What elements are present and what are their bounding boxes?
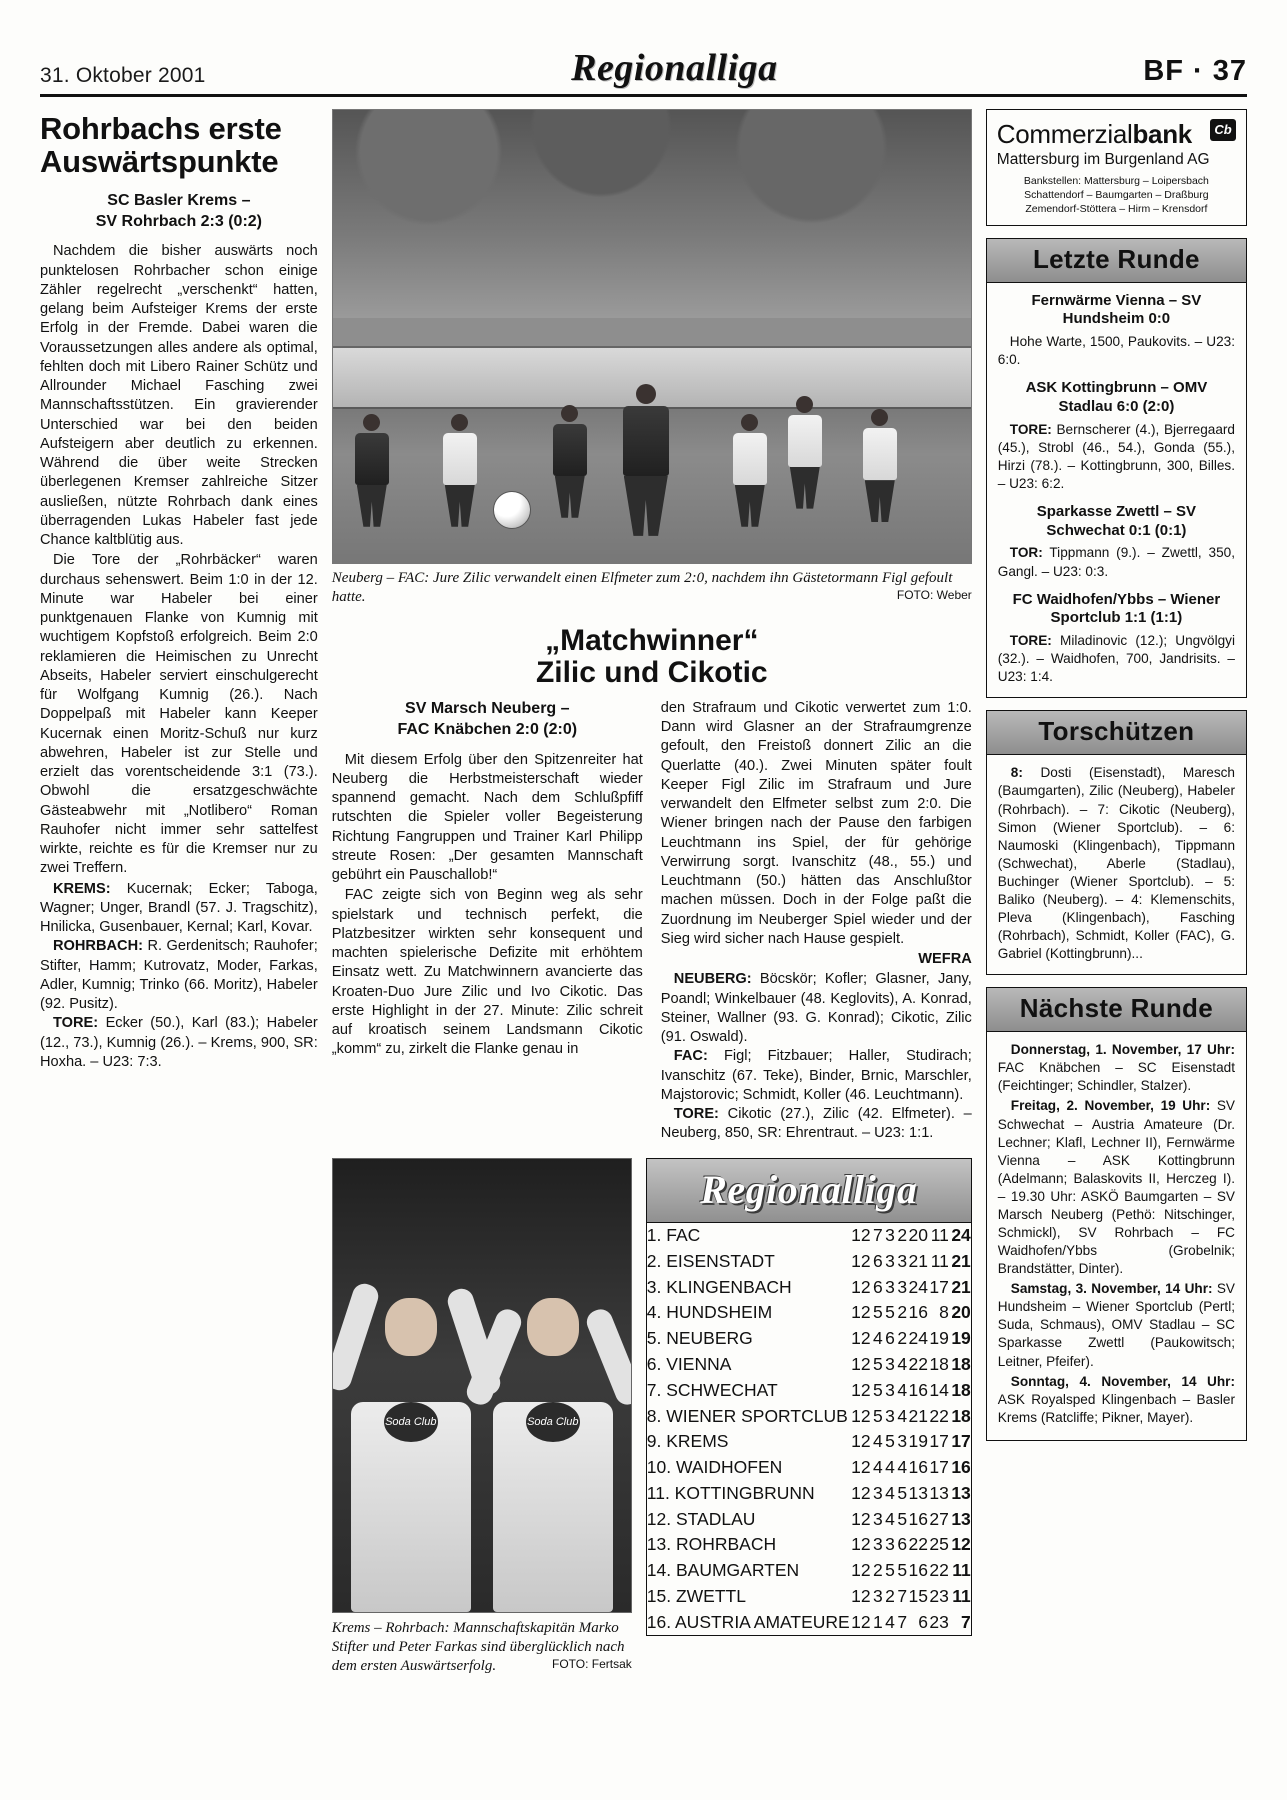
standings-wins: 2 [873, 1560, 883, 1581]
table-row [647, 1506, 971, 1532]
standings-points: 7 [961, 1611, 971, 1632]
standings-losses: 5 [897, 1508, 908, 1529]
lineup-rohrbach-players: R. Gerdenitsch; Rauhofer; Stifter, Hamm; Kutrovatz, Moder, Farkas, Adler, Kumnig; Trinko (66. Moritz), Habeler (92. Pusitz). [40, 938, 318, 1013]
article-mid-paragraph: den Strafraum und Cikotic verwertet zum 1:0. Dann wird Glasner an der Strafraumgrenze gefoult, den Freistoß donnert Zilic an die Querlatte (40.). Zwei Minuten später foult Keeper Figl Zilic im Strafraum und Jure verwandelt den Elfmeter selbst zum 2:0. Die Wiener bringen nach der Pause den farbigen Leuchtmann ins Spiel, der für gehörige Verwirrung sorgt. Ivanschitz (48., 55.) und Leuchtmann (50.) hätten das Anschlußtor machen müssen. Doch in der Folge paßt die Zuordnung im Neuberger Spiel wieder und der Sieg wird sicher nach Hause gespielt. [660, 699, 972, 947]
standings-draws: 5 [885, 1560, 895, 1581]
standings-goals-for: 16 [908, 1302, 928, 1323]
lineup-krems-players: Kucernak; Ecker; Taboga, Wagner; Unger, Brandl (57. J. Tragschitz), Hnilicka, Gusenbauer, Kernal; Karl, Kovar. [40, 880, 318, 936]
standings-points: 20 [951, 1302, 971, 1323]
standings-draws: 3 [885, 1405, 895, 1426]
standings-points: 13 [951, 1508, 971, 1529]
article-mid-col-1 [332, 699, 643, 1144]
standings-goals-for: 20 [908, 1225, 928, 1246]
bottom-photo-caption [332, 1619, 632, 1676]
standings-points: 16 [951, 1457, 971, 1478]
match-result-title: Fernwärme Vienna – SV Hundsheim 0:0 [1031, 291, 1202, 328]
standings-goals-against: 25 [929, 1534, 949, 1555]
player-figure [863, 409, 897, 522]
standings-goals-for: 22 [908, 1534, 928, 1555]
article-mid-headline [332, 625, 972, 689]
standings-draws: 5 [885, 1431, 895, 1452]
page-number: BF · 37 [1143, 55, 1247, 87]
table-row [647, 1274, 971, 1300]
standings-losses: 4 [897, 1457, 908, 1478]
lineup-fac [661, 1047, 972, 1105]
table-row [647, 1584, 971, 1610]
standings-goals-against: 22 [929, 1405, 949, 1426]
standings-points: 18 [951, 1379, 971, 1400]
bank-logo-icon: Cb [1210, 119, 1236, 141]
last-round-box [986, 238, 1247, 699]
match-goals-label: TOR: [1009, 545, 1043, 561]
photo-background [333, 110, 971, 318]
standings-goals-against: 22 [929, 1560, 949, 1581]
standings-team: 10. WAIDHOFEN [646, 1457, 783, 1478]
last-round-results [987, 283, 1246, 698]
bank-name: Commerzialbank [996, 119, 1192, 149]
headline-line-2: Zilic und Cikotic [535, 655, 768, 689]
article-left-subhead [40, 191, 318, 233]
match-result-title: ASK Kottingbrunn – OMV Stadlau 6:0 (2:0) [1025, 379, 1208, 415]
standings-team: 3. KLINGENBACH [646, 1276, 792, 1297]
standings-goals-against: 18 [929, 1354, 949, 1375]
standings-goals-for: 22 [908, 1354, 928, 1375]
standings-draws: 4 [885, 1457, 895, 1478]
standings-games: 12 [851, 1457, 871, 1478]
standings-goals-for: 21 [908, 1405, 928, 1426]
standings-goals-for: 16 [908, 1508, 928, 1529]
standings-team: 11. KOTTINGBRUNN [646, 1482, 815, 1503]
table-row [647, 1300, 971, 1326]
article-mid-paragraph: FAC zeigte sich von Beginn weg als sehr spielstark und technisch perfekt, die Platzbesitzer wirkten sehr konsequent und machten spielerische Defizite mit erhöhtem Einsatz wett. Zu Matchwinnern avancierte das Kroaten-Duo Jure Zilic und Ivo Cikotic. Das erste Highlight in der 27. Minute: Zilic schreit auf kroatisch seinem Landsmann Cikotic „komm“ zu, zirkelt die Flanke genau in [331, 887, 643, 1058]
bank-branches: Bankstellen: Mattersburg – Loipersbach Schattendorf – Baumgarten – Draßburg Zemendorf-Stöttera – Hirm – Krensdorf [1023, 175, 1209, 216]
fixture-day-label: Donnerstag, 1. November, 17 Uhr: [1010, 1042, 1235, 1058]
top-photo-caption [332, 569, 972, 607]
standings-losses: 4 [897, 1405, 908, 1426]
top-scorers-body [987, 755, 1246, 974]
standings-games: 12 [851, 1534, 871, 1555]
standings-points: 11 [952, 1560, 971, 1581]
standings-draws: 4 [885, 1482, 895, 1503]
left-column [40, 109, 318, 1769]
standings-points: 17 [951, 1431, 971, 1452]
standings-games: 12 [851, 1379, 871, 1400]
goals-mid-label: TORE: [673, 1106, 719, 1123]
player-figure [351, 1298, 471, 1612]
table-row [647, 1403, 971, 1429]
match-result-detail: TORE: Bernscherer (4.), Bjerregaard (45.), Strobl (46., 54.), Gonda (55.), Hirzi (78.). – Kottingbrunn, 300, Billes. – U23: 6:2. [997, 421, 1235, 491]
subhead-line-2: SV Rohrbach 2:3 (0:2) [95, 212, 263, 230]
right-column [986, 109, 1247, 1769]
goals-left-text: Ecker (50.), Karl (83.); Habeler (12., 73.), Kumnig (26.). – Krems, 900, SR: Hoxha. – U23: 7:3. [40, 1015, 318, 1070]
table-row [647, 1352, 971, 1378]
standings-goals-against: 14 [929, 1379, 949, 1400]
standings-games: 12 [851, 1250, 871, 1271]
standings-goals-against: 17 [929, 1276, 949, 1297]
table-row [647, 1223, 971, 1249]
standings-points: 11 [952, 1586, 971, 1607]
standings-wins: 3 [873, 1508, 883, 1529]
player-figure [443, 414, 477, 527]
standings-goals-for: 15 [908, 1586, 928, 1607]
standings-losses: 5 [897, 1560, 908, 1581]
goals-mid [661, 1105, 972, 1144]
subhead-line-2: FAC Knäbchen 2:0 (2:0) [397, 720, 578, 738]
lineup-rohrbach-label: ROHRBACH: [53, 938, 143, 955]
standings-games: 12 [851, 1611, 871, 1632]
table-row [647, 1455, 971, 1481]
standings-points: 21 [951, 1250, 971, 1271]
standings-losses: 6 [897, 1534, 908, 1555]
standings-draws: 6 [885, 1328, 895, 1349]
standings-wins: 3 [873, 1482, 883, 1503]
bottom-photo-credit: FOTO: Fertsak [551, 1656, 632, 1671]
standings-goals-against: 27 [929, 1508, 949, 1529]
player-figure [733, 414, 767, 527]
last-round-title: Letzte Runde [987, 239, 1246, 283]
standings-losses: 5 [897, 1482, 908, 1503]
standings-draws: 4 [885, 1508, 895, 1529]
standings-team: 9. KREMS [646, 1431, 729, 1452]
next-round-box [986, 987, 1247, 1441]
celebration-photo [332, 1158, 632, 1613]
lineup-krems [40, 880, 318, 938]
standings-points: 24 [951, 1225, 971, 1246]
next-round-fixtures [987, 1032, 1246, 1440]
lineup-neuberg-label: NEUBERG: [673, 971, 752, 988]
article-left-paragraph: Die Tore der „Rohrbäcker“ waren durchaus sehenswert. Beim 1:0 in der 12. Minute war Habeler bei einer punktgenauen Flanke von Kumnig mit wuchtigem Kopfstoß erfolgreich. Beim 2:0 reklamieren die Heimischen zu Unrecht Abseits, Habeler serviert einschulgerecht für Wolfgang Kumnig (26.). Nach Doppelpaß mit Habeler kann Keeper Kucernak einen Moritz-Schuß nur kurz abwehren, Habeler ist zur Stelle und erzielt das vorentscheidende 3:1 (73.). Obwohl die ersatzgeschwächte Gästeabwehr mit „Notlibero“ Roman Rauhofer nicht immer sehr sattelfest wirkte, reichte es für die Kremser nur zu zwei Treffern. [40, 552, 318, 877]
standings-wins: 6 [873, 1250, 883, 1271]
standings-points: 19 [951, 1328, 971, 1349]
standings-team: 16. AUSTRIA AMATEURE [646, 1611, 850, 1632]
standings-goals-against: 17 [929, 1457, 949, 1478]
standings-draws: 3 [885, 1250, 895, 1271]
table-row [647, 1429, 971, 1455]
bank-subtitle: Mattersburg im Burgenland AG [996, 151, 1210, 168]
standings-games: 12 [851, 1560, 871, 1581]
standings-draws: 5 [885, 1302, 895, 1323]
standings-block [646, 1158, 972, 1676]
standings-games: 12 [851, 1354, 871, 1375]
standings-draws: 4 [885, 1611, 895, 1632]
standings-goals-against: 11 [930, 1225, 949, 1246]
standings-games: 12 [851, 1225, 871, 1246]
standings-goals-against: 8 [939, 1302, 949, 1323]
goals-mid-text: Cikotic (27.), Zilic (42. Elfmeter). – Neuberg, 850, SR: Ehrentraut. – U23: 1:1. [660, 1106, 972, 1142]
top-scorers-count: 8: [1010, 765, 1023, 781]
standings-goals-for: 21 [908, 1250, 928, 1271]
article-mid-paragraph: Mit diesem Erfolg über den Spitzenreiter hat Neuberg die Herbstmeisterschaft wieder spannend gemacht. Nach dem Schlußpfiff rutschten die Spieler voller Begeisterung Richtung Fangruppen und Trainer Karl Philipp streute Rosen: „Der gesamten Mannschaft gebührt ein Pauschallob!“ [331, 751, 643, 884]
player-figure [553, 405, 587, 518]
top-scorers-text [998, 764, 1235, 963]
standings-games: 12 [851, 1431, 871, 1452]
standings-points: 12 [951, 1534, 971, 1555]
standings-wins: 5 [873, 1354, 883, 1375]
player-figure [355, 414, 389, 527]
match-result-detail: Hohe Warte, 1500, Paukovits. – U23: 6:0. [997, 334, 1235, 368]
standings-goals-for: 19 [908, 1431, 928, 1452]
top-scorers-box [986, 710, 1247, 975]
fixture-day-label: Freitag, 2. November, 19 Uhr: [1010, 1098, 1211, 1114]
standings-games: 12 [851, 1302, 871, 1323]
fixture-entry: Samstag, 3. November, 14 Uhr: SV Hundsheim – Wiener Sportclub (Pertl; Suda, Schmaus), OMV Stadlau – SC Sparkasse Zwettl (Paukowitsch; Leitner, Pfeifer). [997, 1281, 1235, 1369]
fixture-entry: Freitag, 2. November, 19 Uhr: SV Schwechat – Austria Amateure (Dr. Lechner; Klafl, Lechner II), Fernwärme Vienna – ASK Kottingbrunn (Adelmann; Balaskovits II, Herczeg I). – 19.30 Uhr: ASKÖ Baumgarten – SV Marsch Neuberg (Pethö: Nitschinger, Schmickl), SV Rohrbach – FC Waidhofen/Ybbs (Grobelnik; Brandstätter, Dinter). [997, 1098, 1235, 1277]
standings-goals-for: 24 [908, 1276, 928, 1297]
article-left-headline: Rohrbachs erste Auswärtspunkte [40, 111, 282, 179]
standings-team: 15. ZWETTL [646, 1586, 746, 1607]
top-photo-credit: FOTO: Weber [896, 587, 972, 602]
standings-team: 1. FAC [646, 1225, 701, 1246]
section-logo: Regionalliga [571, 47, 778, 89]
standings-wins: 4 [873, 1457, 883, 1478]
standings-goals-for: 13 [908, 1482, 928, 1503]
fixture-day-label: Sonntag, 4. November, 14 Uhr: [1010, 1373, 1235, 1389]
bottom-photo-caption-text: Krems – Rohrbach: Mannschaftskapitän Marko Stifter und Peter Farkas sind überglücklich nach dem ersten Auswärtserfolg. [331, 1619, 625, 1674]
article-mid-author: WEFRA [918, 951, 972, 968]
standings-team: 14. BAUMGARTEN [646, 1560, 800, 1581]
standings-wins: 4 [873, 1431, 883, 1452]
page-header [40, 46, 1247, 97]
top-match-photo [332, 109, 972, 564]
table-row [647, 1609, 971, 1635]
top-scorers-list: Dosti (Eisenstadt), Maresch (Baumgarten), Zilic (Neuberg), Habeler (Rohrbach). – 7: Cikotic (Neuberg), Simon (Wiener Sportclub). – 6: Naumoski (Klingenbach), Tippmann (Schwechat), Aberle (Stadlau), Buchinger (Wiener Sportclub). – 5: Baliko (Neuberg). – 4: Klemenschits, Pleva (Klingenbach), Fasching (Rohrbach), Schmidt, Koller (FAC), G. Gabriel (Kottingbrunn)... [997, 765, 1235, 962]
fixture-entry: Sonntag, 4. November, 14 Uhr: ASK Royalsped Klingenbach – Basler Krems (Ratcliffe; Pikner, Mayer). [997, 1373, 1235, 1425]
standings-goals-for: 16 [908, 1560, 928, 1581]
standings-draws: 3 [885, 1379, 895, 1400]
standings-points: 18 [951, 1405, 971, 1426]
top-scorers-title: Torschützen [987, 711, 1246, 755]
standings-losses: 3 [897, 1250, 908, 1271]
standings-wins: 3 [873, 1586, 883, 1607]
standings-wins: 5 [873, 1302, 883, 1323]
standings-losses: 2 [897, 1225, 908, 1246]
match-result-detail: TOR: Tippmann (9.). – Zwettl, 350, Gangl. – U23: 0:3. [997, 545, 1235, 579]
football [493, 491, 531, 529]
standings-games: 12 [851, 1405, 871, 1426]
standings-draws: 3 [885, 1225, 895, 1246]
standings-goals-against: 17 [929, 1431, 949, 1452]
standings-wins: 1 [873, 1611, 883, 1632]
standings-goals-for: 16 [908, 1379, 928, 1400]
subhead-line-1: SC Basler Krems – [107, 191, 251, 209]
table-row [647, 1249, 971, 1275]
standings-games: 12 [851, 1482, 871, 1503]
fixture-entry: Donnerstag, 1. November, 17 Uhr: FAC Knäbchen – SC Eisenstadt (Feichtinger; Schindler, Stalzer). [997, 1042, 1235, 1094]
standings-team: 7. SCHWECHAT [646, 1379, 778, 1400]
issue-date: 31. Oktober 2001 [40, 64, 206, 87]
standings-games: 12 [851, 1328, 871, 1349]
table-row [647, 1377, 971, 1403]
player-figure [623, 384, 669, 536]
standings-losses: 2 [897, 1328, 908, 1349]
bottom-section [332, 1158, 972, 1676]
standings-draws: 3 [885, 1534, 895, 1555]
standings-goals-for: 16 [908, 1457, 928, 1478]
standings-losses: 4 [897, 1379, 908, 1400]
lineup-krems-label: KREMS: [53, 880, 111, 897]
lineup-neuberg [661, 970, 972, 1047]
standings-losses: 3 [897, 1276, 908, 1297]
standings-goals-for: 6 [918, 1611, 928, 1632]
standings-wins: 4 [873, 1328, 883, 1349]
standings-goals-against: 23 [929, 1611, 949, 1632]
match-goals-label: TORE: [1009, 633, 1052, 649]
page-columns [40, 109, 1247, 1769]
standings-goals-for: 24 [908, 1328, 928, 1349]
match-result-title: FC Waidhofen/Ybbs – Wiener Sportclub 1:1 (1:1) [1012, 590, 1221, 627]
bottom-photo-block [332, 1158, 632, 1676]
standings-draws: 3 [885, 1276, 895, 1297]
lineup-fac-label: FAC: [673, 1048, 708, 1065]
standings-goals-against: 19 [929, 1328, 949, 1349]
standings-team: 5. NEUBERG [646, 1328, 753, 1349]
standings-team: 4. HUNDSHEIM [646, 1302, 773, 1323]
subhead-line-1: SV Marsch Neuberg – [405, 699, 570, 717]
bank-advertisement[interactable] [986, 109, 1247, 226]
headline-line-1: „Matchwinner“ [545, 623, 759, 657]
fixture-day-label: Samstag, 3. November, 14 Uhr: [1010, 1281, 1213, 1297]
standings-losses: 7 [897, 1586, 908, 1607]
standings-points: 21 [951, 1276, 971, 1297]
standings-wins: 7 [873, 1225, 883, 1246]
standings-team: 12. STADLAU [646, 1508, 756, 1529]
standings-wins: 5 [873, 1405, 883, 1426]
standings-points: 18 [951, 1354, 971, 1375]
standings-losses: 7 [897, 1611, 908, 1632]
lineup-fac-players: Figl; Fitzbauer; Haller, Studirach; Ivanschitz (67. Teke), Binder, Brnic, Marschler, Majstorovic; Schmidt, Koller (46. Leuchtmann). [660, 1048, 972, 1103]
standings-wins: 5 [873, 1379, 883, 1400]
standings-points: 13 [951, 1482, 971, 1503]
standings-games: 12 [851, 1586, 871, 1607]
standings-games: 12 [851, 1508, 871, 1529]
standings-goals-against: 23 [929, 1586, 949, 1607]
standings-losses: 2 [897, 1302, 908, 1323]
next-round-title: Nächste Runde [987, 988, 1246, 1032]
table-row [647, 1532, 971, 1558]
standings-team: 13. ROHRBACH [646, 1534, 777, 1555]
standings-goals-against: 13 [929, 1482, 949, 1503]
middle-column [332, 109, 972, 1769]
article-left-paragraph: Nachdem die bisher auswärts noch punktelosen Rohrbacher schon einige Zähler regelrecht „verschenkt“ hatten, gelang beim Aufsteiger Krems der erste Erfolg in der Fremde. Dabei waren die Voraussetzungen alles andere als optimal, fehlten doch mit Libero Rainer Schütz und Allrounder Michael Fasching zwei Mannschaftsstützen. Ein gravierender Unterschied war bei den beiden Aufsteigern aber deutlich zu erkennen. Während die über weite Strecken überlegenen Kremser zahlreiche Sitzer ausließen, nützte Rohrbach dank eines überragenden Lukas Habeler fast jede Chance kaltblütig aus. [40, 243, 318, 549]
match-goals-label: TORE: [1009, 421, 1052, 437]
lineup-neuberg-players: Böcskör; Kofler; Glasner, Jany, Poandl; Winkelbauer (48. Keglovits), A. Konrad, Steiner, Wallner (93. G. Konrad); Cikotic, Zilic (91. Oswald). [660, 971, 972, 1046]
table-row [647, 1558, 971, 1584]
sponsor-patch: Soda Club [526, 1402, 580, 1442]
match-result-title: Sparkasse Zwettl – SV Schwechat 0:1 (0:1) [1036, 502, 1197, 539]
standings-table [647, 1223, 971, 1636]
standings-goals-against: 11 [930, 1250, 949, 1271]
goals-left [40, 1014, 318, 1072]
standings-wins: 3 [873, 1534, 883, 1555]
top-photo-caption-text: Neuberg – FAC: Jure Zilic verwandelt einen Elfmeter zum 2:0, nachdem ihn Gästetormann Figl gefoult hatte. [331, 570, 953, 605]
standings-draws: 3 [885, 1354, 895, 1375]
sponsor-patch: Soda Club [384, 1402, 438, 1442]
match-result-detail: TORE: Miladinovic (12.); Ungvölgyi (32.). – Waidhofen, 700, Jandrisits. – U23: 1:4. [997, 633, 1235, 685]
standings-team: 6. VIENNA [646, 1354, 732, 1375]
player-figure [788, 396, 822, 509]
goals-left-label: TORE: [53, 1015, 99, 1032]
article-mid-body [332, 699, 972, 1144]
standings-wins: 6 [873, 1276, 883, 1297]
table-row [647, 1481, 971, 1507]
article-mid-subhead [332, 699, 643, 741]
article-mid-col-2 [661, 699, 972, 1144]
standings-draws: 2 [885, 1586, 895, 1607]
standings-losses: 3 [897, 1431, 908, 1452]
table-row [647, 1326, 971, 1352]
standings-logo: Regionalliga [647, 1159, 971, 1223]
standings-losses: 4 [897, 1354, 908, 1375]
standings-team: 8. WIENER SPORTCLUB [646, 1405, 848, 1426]
lineup-rohrbach [40, 937, 318, 1014]
standings-games: 12 [851, 1276, 871, 1297]
standings-team: 2. EISENSTADT [646, 1250, 775, 1271]
